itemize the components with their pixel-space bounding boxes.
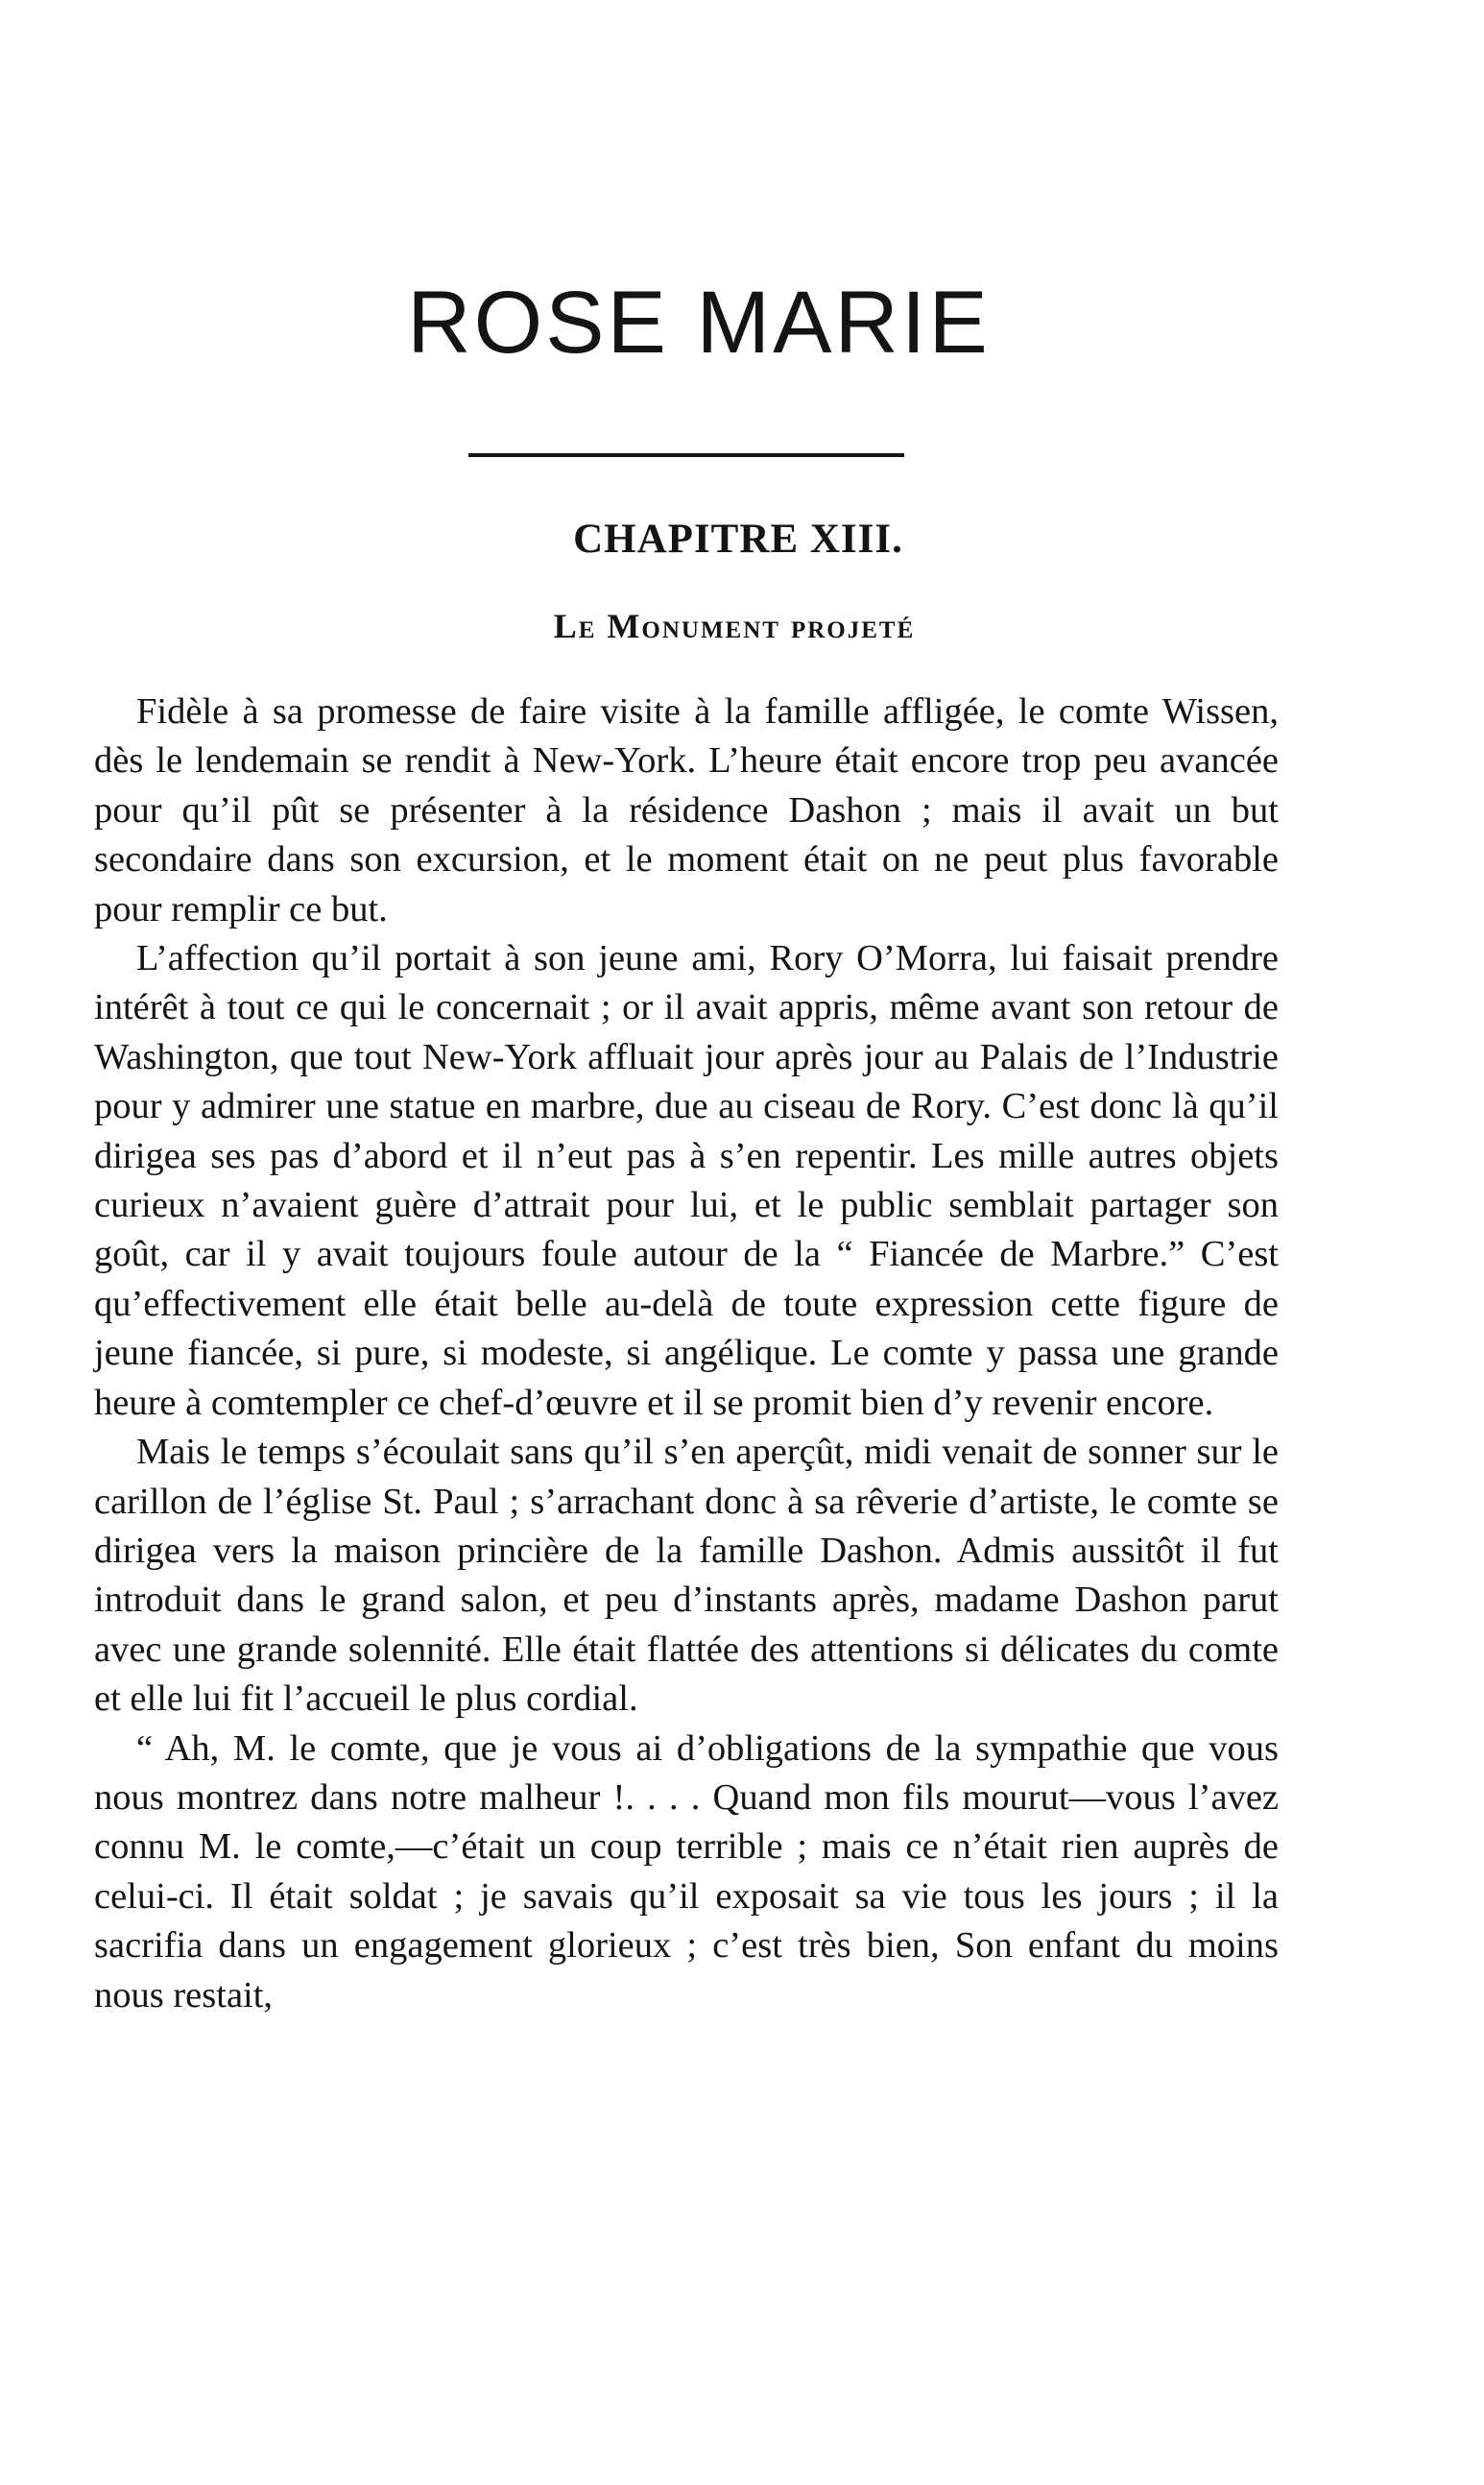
paragraph-2: L’affection qu’il portait à son jeune ami, Rory O’Morra, lui faisait prendre intérêt à tout ce qui le concernait ; or il avait appris, même avant son retour de Washington, que tout New-York affluait jour après jour au Palais de l’Industrie pour y admirer une statue en marbre, due au ciseau de Rory. C’est donc là qu’il dirigea ses pas d’abord et il n’eut pas à s’en repentir. Les mille autres objets curieux n’avaient guère d’attrait pour lui, et le public semblait partager son goût, car il y avait toujours foule autour de la “ Fiancée de Marbre.” C’est qu’effectivement elle était belle au-delà de toute expression cette figure de jeune fiancée, si pure, si modeste, si angélique. Le comte y passa une grande heure à comtempler ce chef-d’œuvre et il se promit bien d’y revenir encore. [94,938,1279,1423]
title-rule [468,453,904,457]
paragraph-4: “ Ah, M. le comte, que je vous ai d’obligations de la sympathie que vous nous montrez dans notre malheur !. . . . Quand mon fils mourut—vous l’avez connu M. le comte,—c’était un coup terrible ; mais ce n’était rien auprès de celui-ci. Il était soldat ; je savais qu’il exposait sa vie tous les jours ; il la sacrifia dans un engagement glorieux ; c’est très bien, Son enfant du moins nous restait, [94,1727,1279,2015]
paragraph-3: Mais le temps s’écoulait sans qu’il s’en aperçût, midi venait de sonner sur le carillon de l’église St. Paul ; s’arrachant donc à sa rêverie d’artiste, le comte se dirigea vers la maison princière de la famille Dashon. Admis aussitôt il fut introduit dans le grand salon, et peu d’instants après, madame Dashon parut avec une grande solennité. Elle était flattée des attentions si délicates du comte et elle lui fit l’accueil le plus cordial. [94,1432,1279,1720]
paragraph-1: Fidèle à sa promesse de faire visite à la famille affligée, le comte Wissen, dès le lendemain se rendit à New-York. L’heure était encore trop peu avancée pour qu’il pût se présenter à la résidence Dashon ; mais il avait un but secondaire dans son excursion, et le moment était on ne peut plus favorable pour remplir ce but. [94,691,1279,929]
chapter-body [94,688,1279,2020]
chapter-subtitle: Le Monument projeté [553,607,916,645]
chapter-heading: CHAPITRE XIII. [573,517,903,562]
book-title: ROSE MARIE [407,274,991,372]
